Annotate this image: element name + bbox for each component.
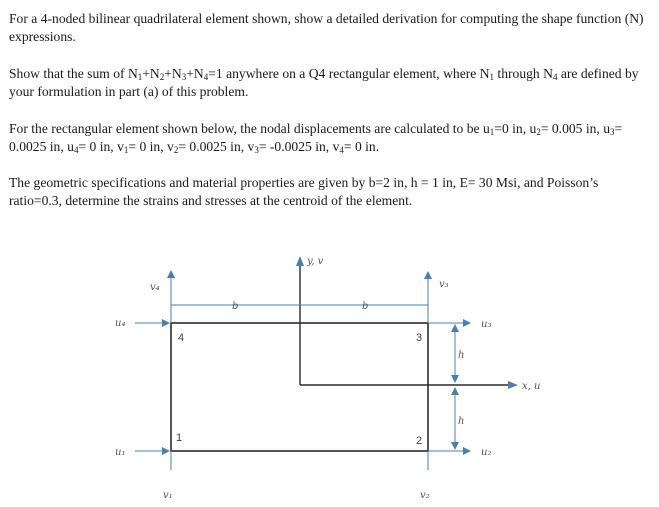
node-3-label: 3 (416, 332, 423, 344)
u3-label: u₃ (481, 319, 492, 330)
x-axis-arrowhead (508, 381, 518, 389)
h-label-upper: h (458, 350, 465, 361)
y-axis-arrowhead (296, 256, 304, 266)
u2-label: u₂ (481, 447, 492, 458)
u4-label: u₄ (115, 318, 126, 329)
u1-label: u₁ (115, 447, 126, 458)
part-c-text: For the rectangular element shown below, the nodal displacements are calculated to be $u_1=0$ in, $u_2= 0.005$ in, $u_3= 0.0025$ in, $u_4= 0$ in, $v_1= 0$ in, $v_2= 0.0025$ in, $v_3= -0.0025$ in, $v_4= 0$ in. (9, 121, 623, 155)
v1-label: v₁ (163, 490, 173, 501)
node-4-label: 4 (178, 332, 185, 344)
b-label-right: b (362, 301, 369, 312)
node-1-label: 1 (176, 432, 183, 444)
y-axis-label: y, v (307, 256, 324, 267)
node-2-label: 2 (416, 435, 423, 447)
b-label-left: b (232, 301, 239, 312)
v2-label: v₂ (420, 490, 430, 501)
part-d-text: The geometric specifications and material properties are given by b=2 in, h = 1 in, E= 30 Msi, and Poisson’s ratio=0.3, determine the strains and stresses at the centroid of the element. (9, 175, 599, 208)
h-label-lower: h (458, 416, 465, 427)
x-axis-label: x, u (522, 381, 541, 392)
part-a-text: For a 4-noded bilinear quadrilateral element shown, show a detailed derivation for computing the shape function (N) expressions. (9, 11, 644, 44)
part-b-text: Show that the sum of $N_1+N_2+N_3+N_4=1$ anywhere on a Q4 rectangular element, where $N_1$ through $N_4$ are defined by your formulation in part (a) of this problem. (9, 66, 639, 99)
v3-label: v₃ (439, 279, 449, 290)
v4-label: v₄ (150, 282, 160, 293)
